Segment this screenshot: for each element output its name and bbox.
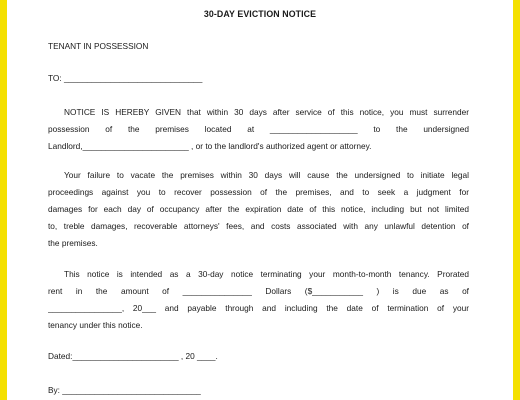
- para3-line-1: This notice is intended as a 30-day notice terminating your month-to-month tenancy. Prorated: [64, 269, 469, 279]
- para2-line-3: damages for each day of occupancy after the expiration date of this notice, including but not limited: [48, 204, 469, 214]
- para1-line-1: NOTICE IS HEREBY GIVEN that within 30 days after service of this notice, you must surrender: [64, 107, 469, 117]
- to-line: TO: ______________________________: [48, 73, 203, 83]
- document-title: 30-DAY EVICTION NOTICE: [203, 9, 317, 19]
- para1-line-2: possession of the premises located at ___________________ to the undersigned: [48, 124, 469, 134]
- para2-line-2: proceedings against you to recover possession of the premises, and to seek a judgment for: [48, 187, 469, 197]
- signature-line: By: ______________________________: [48, 385, 201, 395]
- para2-line-4: to, treble damages, recoverable attorneys' fees, and costs associated with any unlawful detention of: [48, 221, 469, 231]
- para3-line-3: ________________, 20___ and payable through and including the date of termination of your: [48, 303, 469, 313]
- para3-line-2: rent in the amount of _______________ Dollars ($___________ ) is due as of: [48, 286, 469, 296]
- para3-line-4: tenancy under this notice.: [48, 320, 143, 330]
- dated-line: Dated:_______________________ , 20 ____.: [48, 351, 218, 361]
- para1-line-3: Landlord,_______________________ , or to the landlord's authorized agent or attorney.: [48, 141, 372, 151]
- para2-line-5: the premises.: [48, 238, 98, 248]
- para2-line-1: Your failure to vacate the premises within 30 days will cause the undersigned to initiate legal: [64, 170, 469, 180]
- tenant-heading: TENANT IN POSSESSION: [48, 41, 149, 51]
